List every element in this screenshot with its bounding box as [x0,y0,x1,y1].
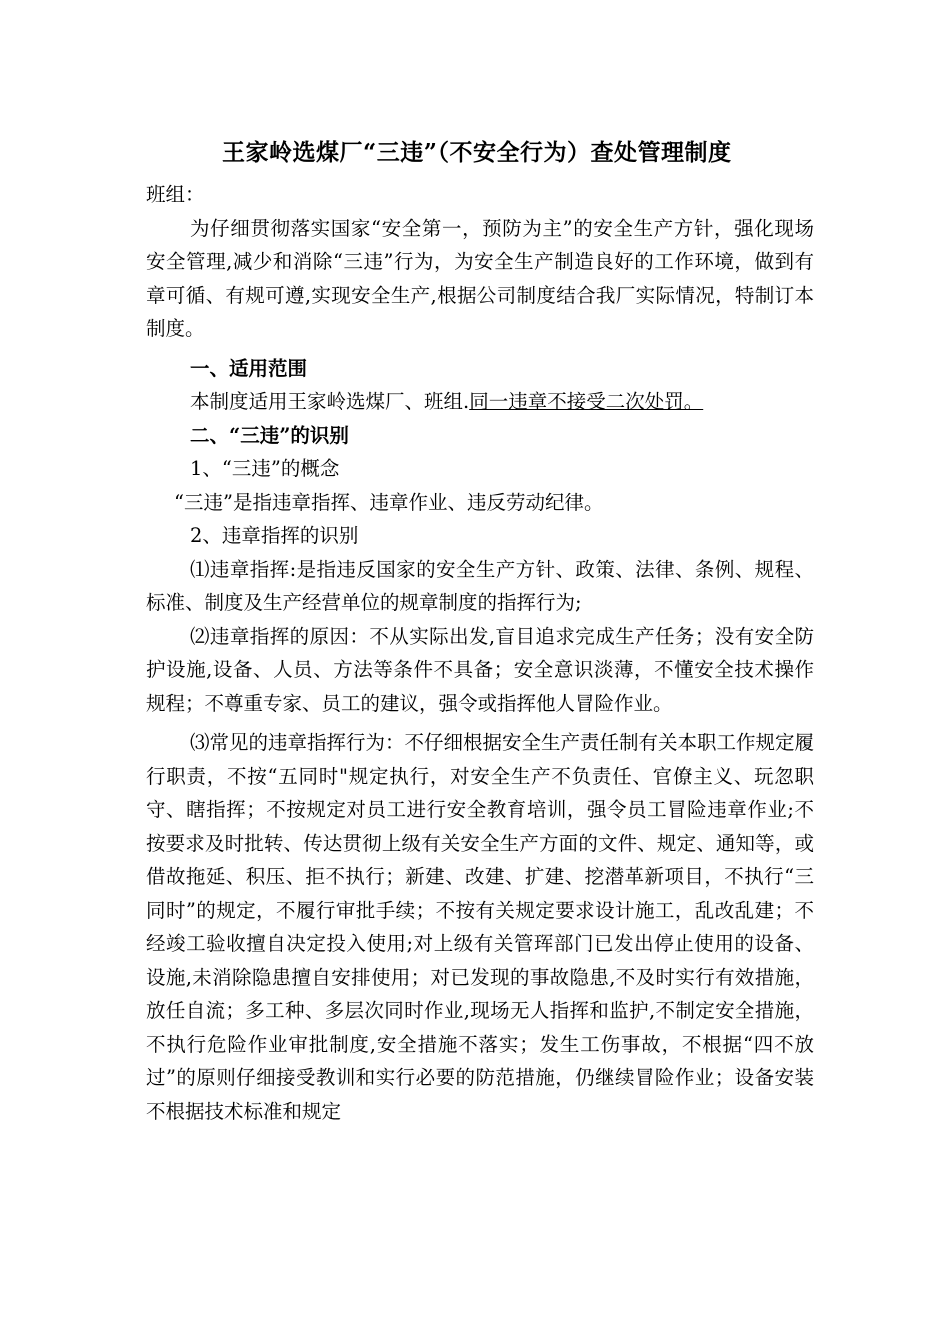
recipient-line: 班组： [146,183,205,206]
document-title: 王家岭选煤厂“三违”（不安全行为）查处管理制度 [222,139,732,166]
section-heading-scope: 一、适用范围 [190,356,308,380]
intro-paragraph: 为仔细贯彻落实国家“安全第一，预防为主”的安全生产方针，强化现场安全管理,减少和消除“三违”行为，为安全生产制造良好的工作环境，做到有章可循、有规可遵,实现安全生产,根据公司制度结合我厂实际情况，特制订本制度。 [146,216,814,340]
subsection-title-concept: 1、“三违”的概念 [190,457,340,480]
item-causes-paragraph: ⑵违章指挥的原因：不从实际出发,盲目追求完成生产任务；没有安全防护设施,设备、人员、方法等条件不具备；安全意识淡薄，不懂安全技术操作规程；不尊重专家、员工的建议，强令或指挥他人冒险作业。 [146,624,814,715]
concept-paragraph: “三违”是指违章指挥、违章作业、违反劳动纪律。 [174,490,604,514]
scope-underlined-text: 同一违章不接受二次处罚。 [469,390,704,413]
subsection-title-command: 2、违章指挥的识别 [190,524,359,547]
item-definition-paragraph: ⑴违章指挥:是指违反国家的安全生产方针、政策、法律、条例、规程、标准、制度及生产经营单位的规章制度的指挥行为; [146,557,814,614]
item-behaviors-paragraph: ⑶常见的违章指挥行为：不仔细根据安全生产责任制有关本职工作规定履行职责，不按“五同时"规定执行，对安全生产不负责任、官僚主义、玩忽职守、瞎指挥；不按规定对员工进行安全教育培训，强令员工冒险违章作业;不按要求及时批转、传达贯彻上级有关安全生产方面的文件、规定、通知等，或借故拖延、积压、拒不执行；新建、改建、扩建、挖潜革新项目，不执行“三同时”的规定，不履行审批手续；不按有关规定要求设计施工，乱改乱建；不经竣工验收擅自决定投入使用;对上级有关管珲部门已发出停止使用的设备、设施,未消除隐患擅自安排使用；对已发现的事故隐患,不及时实行有效措施，放任自流；多工种、多层次同时作业,现场无人指挥和监护,不制定安全措施，不执行危险作业审批制度,安全措施不落实；发生工伤事故，不根据“四不放过”的原则仔细接受教训和实行必要的防范措施，仍继续冒险作业；设备安装不根据技术标准和规定 [146,731,815,1123]
section-heading-identification: 二、“三违”的识别 [190,423,349,447]
scope-paragraph [146,385,814,419]
document-page [146,128,814,1128]
scope-text: 本制度适用王家岭选煤厂、班组. [190,390,470,413]
